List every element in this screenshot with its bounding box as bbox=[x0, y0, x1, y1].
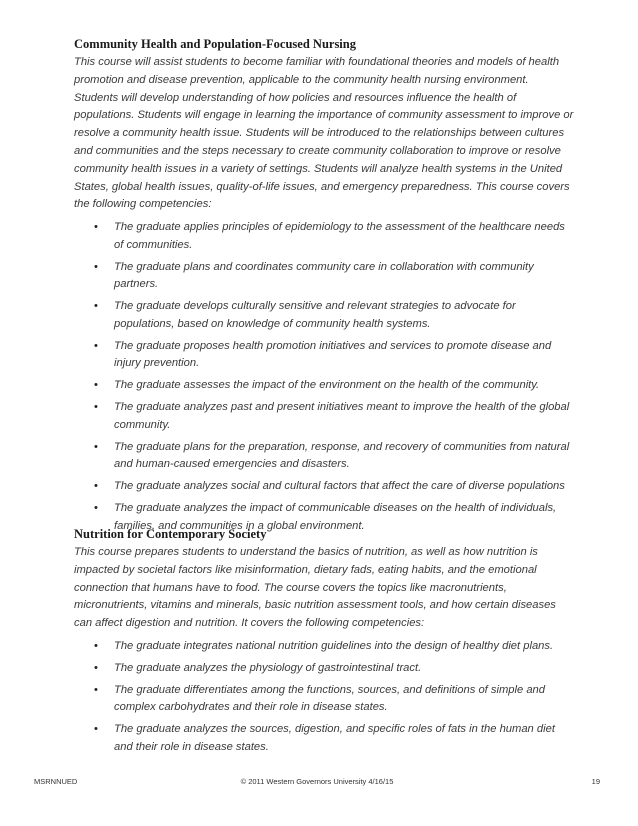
bullet-icon: • bbox=[94, 260, 98, 273]
course-title: Nutrition for Contemporary Society bbox=[74, 527, 267, 541]
competency-text: The graduate integrates national nutrition guidelines into the design of healthy diet plans. bbox=[114, 639, 554, 652]
competency-item bbox=[74, 377, 574, 395]
bullet-icon: • bbox=[94, 723, 98, 736]
competency-item bbox=[74, 338, 574, 373]
page-number: 19 bbox=[591, 777, 600, 786]
competency-item bbox=[74, 721, 574, 756]
bullet-icon: • bbox=[94, 440, 98, 453]
bullet-icon: • bbox=[94, 401, 98, 414]
page-footer bbox=[34, 777, 600, 791]
course-section-community-health bbox=[74, 36, 574, 540]
bullet-icon: • bbox=[94, 379, 98, 392]
competency-item bbox=[74, 219, 574, 254]
competency-list bbox=[74, 638, 574, 757]
competency-item bbox=[74, 638, 574, 656]
bullet-icon: • bbox=[94, 502, 98, 515]
competency-text: The graduate assesses the impact of the environment on the health of the community. bbox=[114, 379, 540, 392]
competency-item bbox=[74, 259, 574, 294]
competency-text: The graduate analyzes past and present initiatives meant to improve the health of the global community. bbox=[114, 401, 570, 431]
competency-text: The graduate analyzes the sources, digestion, and specific roles of fats in the human diet and their role in disease states. bbox=[114, 723, 555, 753]
bullet-icon: • bbox=[94, 221, 98, 234]
bullet-icon: • bbox=[94, 300, 98, 313]
competency-text: The graduate differentiates among the functions, sources, and definitions of simple and complex carbohydrates and their role in disease states. bbox=[114, 683, 545, 714]
competency-text: The graduate plans and coordinates community care in collaboration with community partners. bbox=[114, 260, 534, 291]
competency-item bbox=[74, 478, 574, 496]
bullet-icon: • bbox=[94, 639, 98, 652]
competency-item bbox=[74, 439, 574, 474]
competency-text: The graduate applies principles of epidemiology to the assessment of the healthcare needs of communities. bbox=[114, 221, 565, 251]
competency-text: The graduate analyzes the impact of communicable diseases on the health of individuals, families, and communities in a global environment. bbox=[114, 502, 557, 532]
competency-list bbox=[74, 219, 574, 535]
bullet-icon: • bbox=[94, 661, 98, 674]
bullet-icon: • bbox=[94, 339, 98, 352]
footer-copyright: © 2011 Western Governors University 4/16/15 bbox=[240, 777, 394, 786]
footer-doc-code: MSRNNUED bbox=[34, 777, 78, 786]
competency-text: The graduate plans for the preparation, response, and recovery of communities from natural and human-caused emergencies and disasters. bbox=[114, 440, 570, 471]
competency-item bbox=[74, 399, 574, 434]
competency-text: The graduate analyzes the physiology of gastrointestinal tract. bbox=[114, 661, 422, 674]
course-description: This course will assist students to become familiar with foundational theories and models of health promotion and disease prevention, applicable to the community health nursing environment. Students will develop understanding of how policies and resources influence the health of populations. Students will engage in learning the importance of community assessment to improve or resolve a community health issue. Students will be introduced to the relationships between cultures and communities and the steps necessary to create community collaboration to improve or resolve community health issues in a variety of settings. Students will analyze health systems in the United States, global health issues, quality-of-life issues, and emergency preparedness. This course covers the following competencies: bbox=[74, 56, 574, 211]
competency-text: The graduate analyzes social and cultural factors that affect the care of diverse populations bbox=[114, 480, 565, 493]
competency-text: The graduate develops culturally sensitive and relevant strategies to advocate for populations, based on knowledge of community health systems. bbox=[114, 300, 516, 330]
bullet-icon: • bbox=[94, 683, 98, 696]
course-description: This course prepares students to understand the basics of nutrition, as well as how nutrition is impacted by societal factors like misinformation, dietary fads, eating habits, and the emotional connection that humans have to food. The course covers the topics like macronutrients, micronutrients, vitamins and minerals, basic nutrition assessment tools, and how certain diseases can affect digestion and nutrition. It covers the following competencies: bbox=[74, 546, 556, 630]
competency-item bbox=[74, 298, 574, 333]
course-section-nutrition bbox=[74, 526, 574, 761]
competency-item bbox=[74, 660, 574, 678]
competency-item bbox=[74, 682, 574, 717]
bullet-icon: • bbox=[94, 480, 98, 493]
competency-text: The graduate proposes health promotion initiatives and services to promote disease and injury prevention. bbox=[114, 339, 552, 370]
course-title: Community Health and Population-Focused Nursing bbox=[74, 37, 356, 51]
